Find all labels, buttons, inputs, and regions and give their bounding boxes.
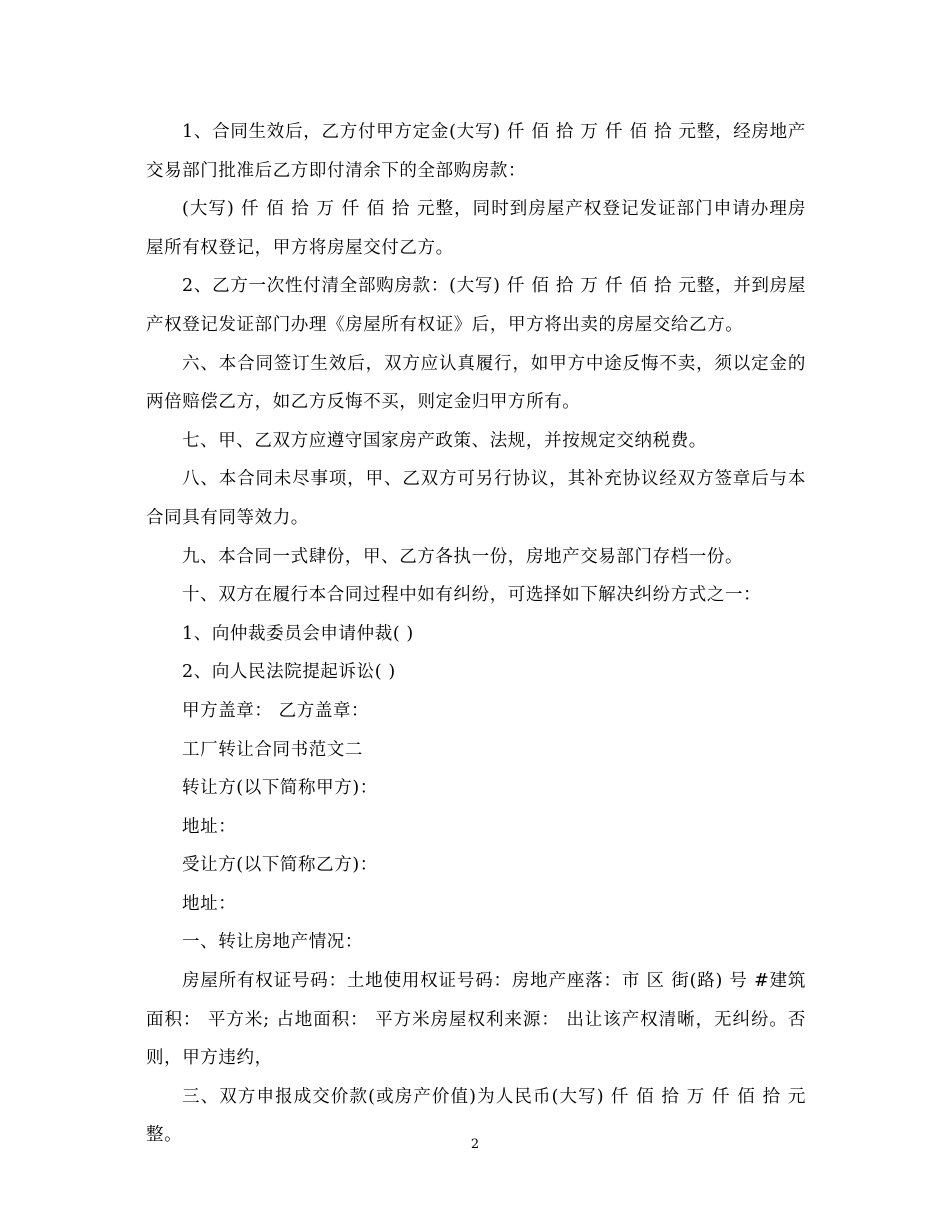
paragraph-deposit-payment: 1、合同生效后，乙方付甲方定金(大写) 仟 佰 拾 万 仟 佰 拾 元整，经房地产交易部门批准后乙方即付清余下的全部购房款： — [146, 122, 806, 181]
paragraph-litigation-option: 2、向人民法院提起诉讼( ) — [182, 662, 396, 683]
paragraph-arbitration-option: 1、向仲裁委员会申请仲裁( ) — [182, 623, 414, 644]
paragraph-clause-ten: 十、双方在履行本合同过程中如有纠纷，可选择如下解决纠纷方式之一： — [182, 585, 762, 606]
paragraph-clause-seven: 七、甲、乙双方应遵守国家房产政策、法规，并按规定交纳税费。 — [182, 430, 707, 451]
page-number: 2 — [470, 1137, 480, 1152]
paragraph-transferor: 转让方(以下简称甲方)： — [182, 778, 378, 799]
paragraph-property-heading: 一、转让房地产情况： — [182, 932, 363, 953]
paragraph-transferee-address: 地址： — [182, 893, 237, 914]
paragraph-clause-nine: 九、本合同一式肆份，甲、乙方各执一份，房地产交易部门存档一份。 — [182, 546, 744, 567]
paragraph-property-details: 房屋所有权证号码：土地使用权证号码：房地产座落：市 区 街(路) 号 #建筑面积： 平方米; 占地面积： 平方米房屋权利来源： 出让该产权清晰，无纠纷。否则，甲方违约， — [146, 971, 806, 1069]
paragraph-full-payment: 2、乙方一次性付清全部购房款：(大写) 仟 佰 拾 万 仟 佰 拾 元整，并到房屋产权登记发证部门办理《房屋所有权证》后，甲方将出卖的房屋交给乙方。 — [146, 276, 806, 335]
paragraph-clause-eight: 八、本合同未尽事项，甲、乙双方可另行协议，其补充协议经双方签章后与本合同具有同等效力。 — [146, 469, 806, 528]
document-body — [146, 113, 806, 1155]
paragraph-transferee: 受让方(以下简称乙方)： — [182, 855, 378, 876]
section-title-sample-two: 工厂转让合同书范文二 — [182, 739, 363, 760]
paragraph-transferor-address: 地址： — [182, 816, 237, 837]
paragraph-seal-line: 甲方盖章： 乙方盖章： — [182, 700, 370, 721]
paragraph-declared-price: 三、双方申报成交价款(或房产价值)为人民币(大写) 仟 佰 拾 万 仟 佰 拾 元整。 — [146, 1086, 806, 1146]
paragraph-clause-six: 六、本合同签订生效后，双方应认真履行，如甲方中途反悔不卖，须以定金的两倍赔偿乙方，如乙方反悔不买，则定金归甲方所有。 — [146, 353, 806, 413]
paragraph-balance-registration: (大写) 仟 佰 拾 万 仟 佰 拾 元整，同时到房屋产权登记发证部门申请办理房屋所有权登记，甲方将房屋交付乙方。 — [146, 199, 806, 258]
